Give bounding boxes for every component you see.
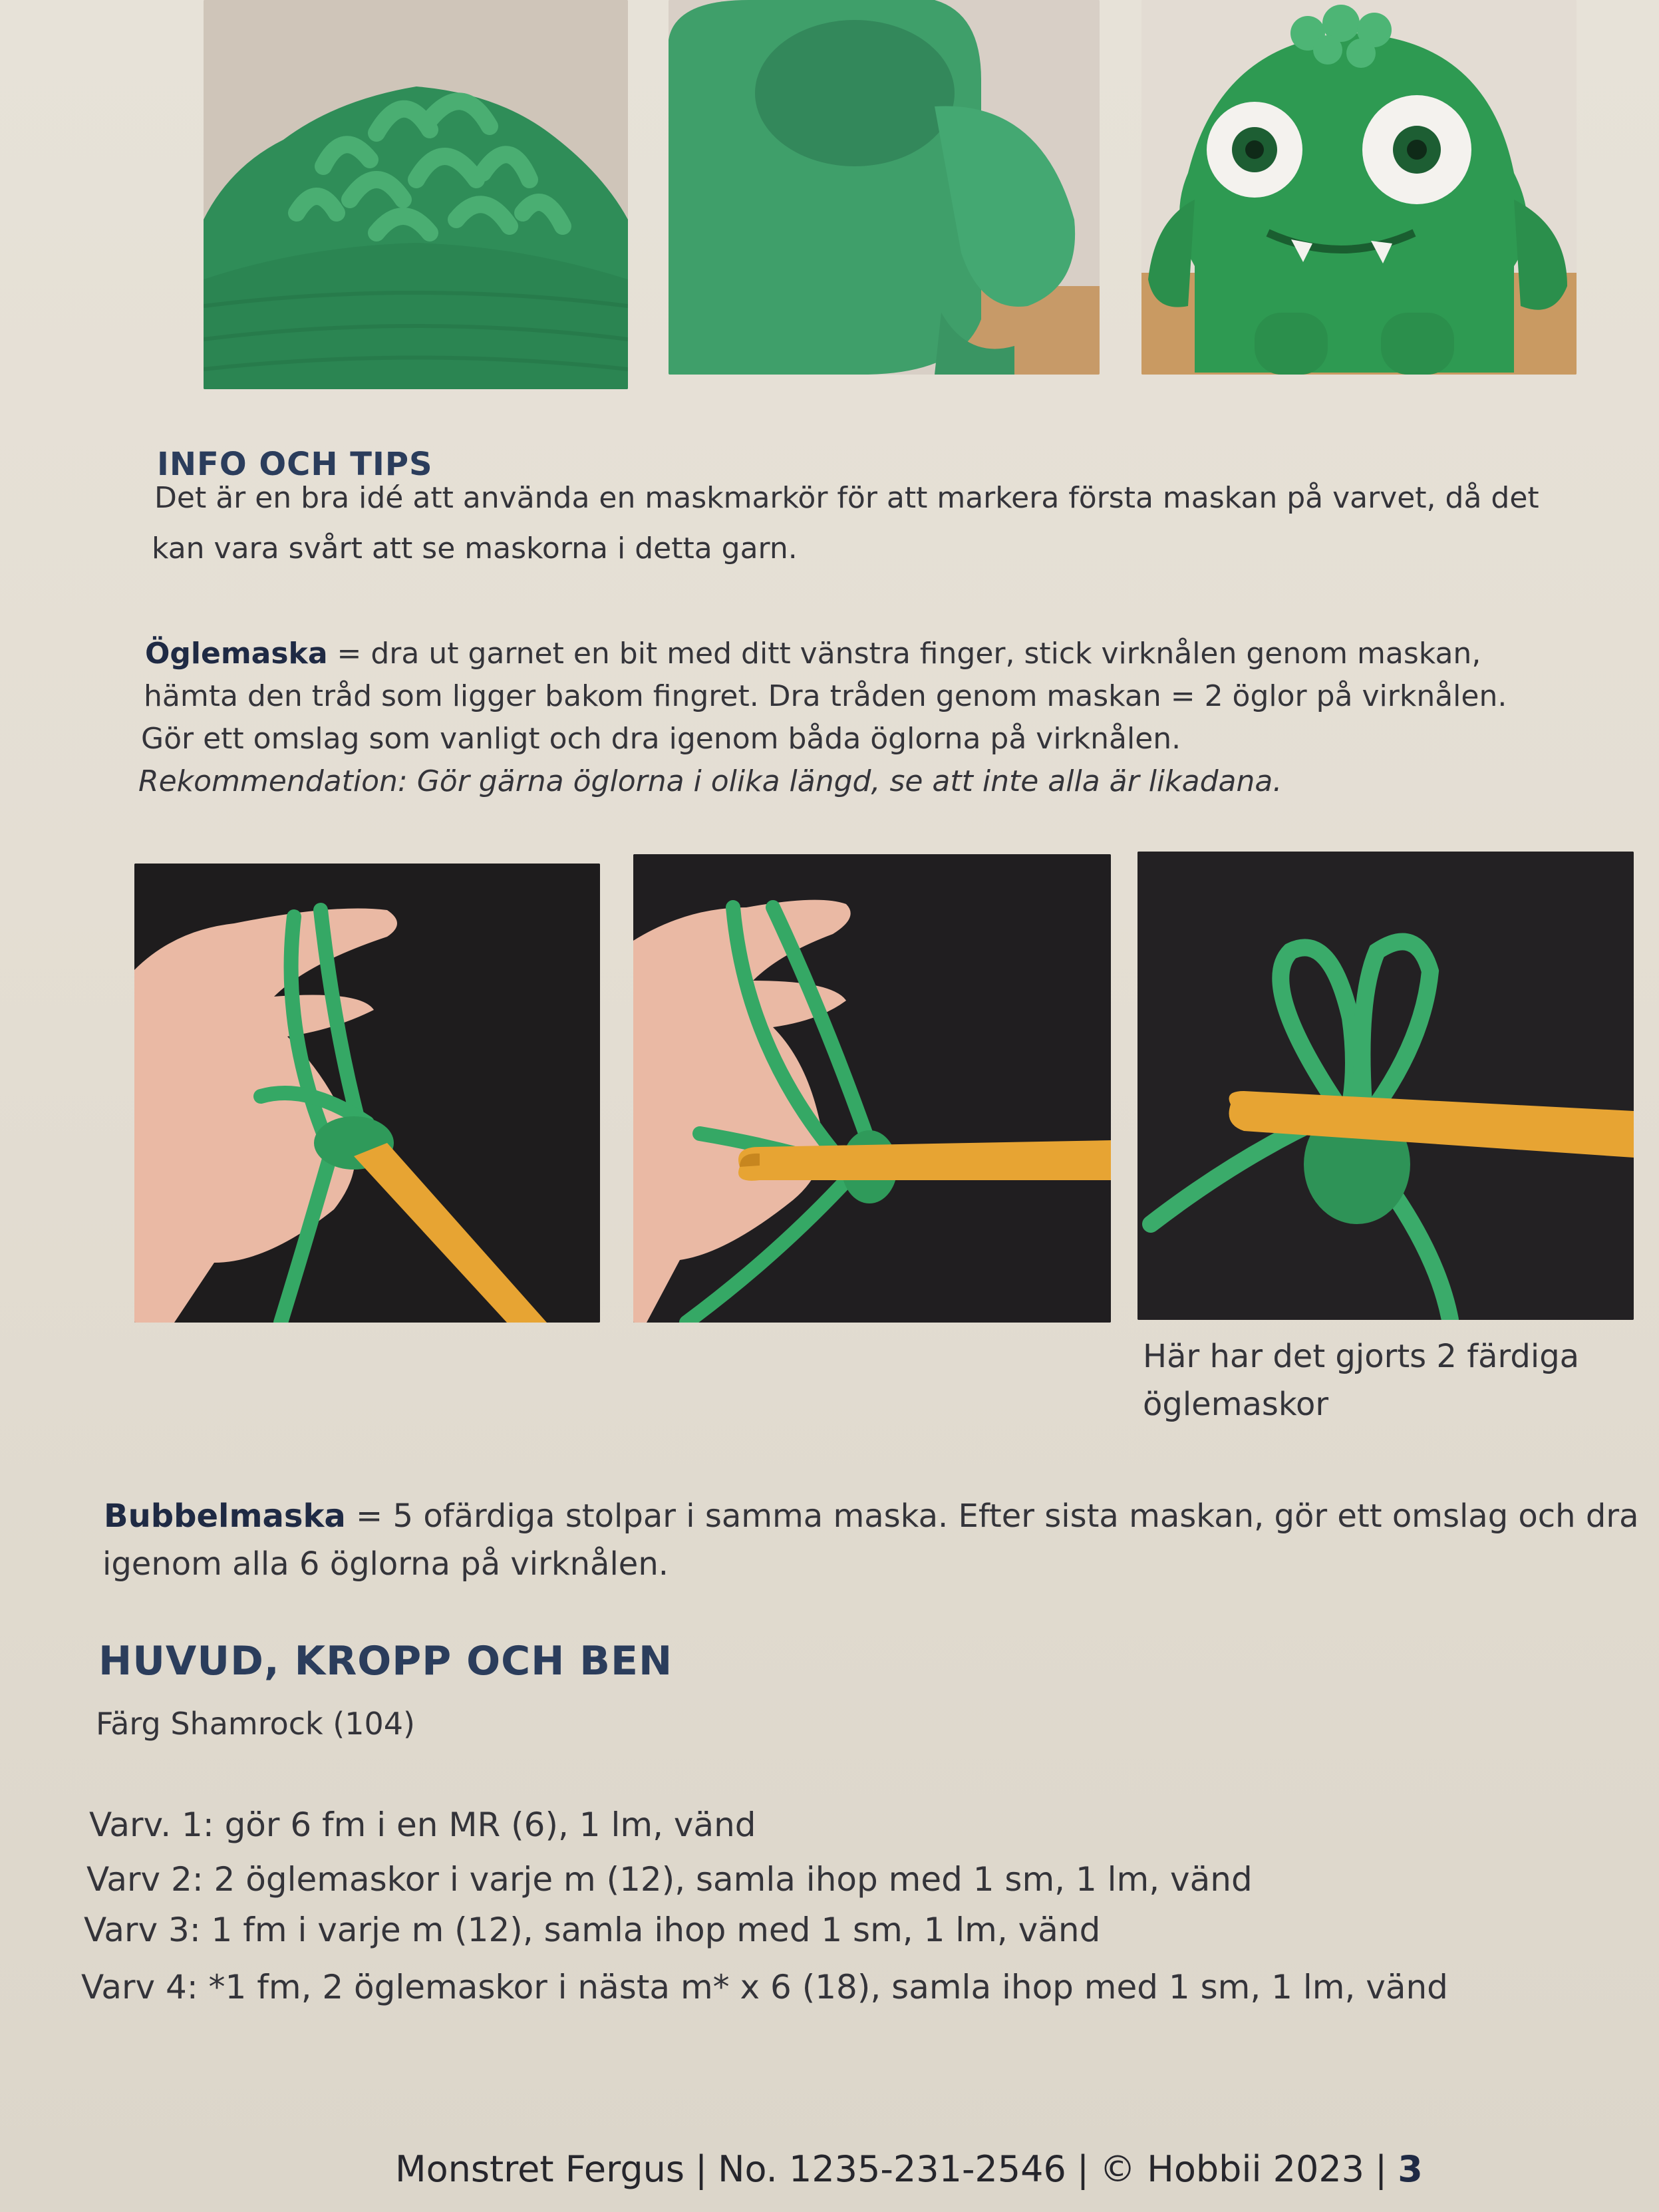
bubbelmaska-definition-line: igenom alla 6 öglorna på virknålen. <box>102 1545 669 1583</box>
bubbelmaska-definition-line <box>104 1493 1638 1539</box>
oglemaska-definition-line: Gör ett omslag som vanligt och dra igenom båda öglorna på virknålen. <box>141 722 1181 756</box>
bubbelmaska-term: Bubbelmaska <box>104 1498 346 1535</box>
pattern-row: Varv. 1: gör 6 fm i en MR (6), 1 lm, vänd <box>89 1806 756 1844</box>
footer-copyright: © Hobbii 2023 <box>1100 2148 1365 2190</box>
footer-separator: | <box>694 2148 708 2190</box>
oglemaska-definition-line <box>145 631 1481 677</box>
photo-caption-line: Här har det gjorts 2 färdiga <box>1143 1338 1580 1375</box>
photo-loop-stitch-closeup <box>204 0 628 389</box>
oglemaska-definition-text: = dra ut garnet en bit med ditt vänstra finger, stick virknålen genom maskan, <box>327 637 1481 671</box>
section-heading: HUVUD, KROPP OCH BEN <box>98 1638 673 1684</box>
pattern-row: Varv 2: 2 öglemaskor i varje m (12), samla ihop med 1 sm, 1 lm, vänd <box>86 1860 1253 1899</box>
pattern-row: Varv 4: *1 fm, 2 öglemaskor i nästa m* x 6 (18), samla ihop med 1 sm, 1 lm, vänd <box>81 1968 1448 2006</box>
info-heading: INFO OCH TIPS <box>157 446 433 483</box>
footer-title: Monstret Fergus <box>395 2148 684 2190</box>
bubbelmaska-definition-text: = 5 ofärdiga stolpar i samma maska. Efter sista maskan, gör ett omslag och dra <box>345 1498 1639 1535</box>
info-paragraph-line: Det är en bra idé att använda en maskmarkör för att markera första maskan på varvet, då det <box>154 481 1539 515</box>
footer-separator: | <box>1375 2148 1388 2190</box>
footer-separator: | <box>1076 2148 1090 2190</box>
pattern-row: Varv 3: 1 fm i varje m (12), samla ihop med 1 sm, 1 lm, vänd <box>84 1911 1101 1949</box>
info-paragraph-line: kan vara svårt att se maskorna i detta garn. <box>152 532 798 565</box>
photo-step-hook-through <box>633 854 1111 1323</box>
photo-caption-line: öglemaskor <box>1143 1386 1329 1423</box>
footer-number: No. 1235-231-2546 <box>718 2148 1066 2190</box>
yarn-color-line: Färg Shamrock (104) <box>96 1706 415 1742</box>
page-footer <box>395 2146 1423 2193</box>
page-number: 3 <box>1398 2148 1423 2190</box>
photo-monster-back <box>669 0 1100 375</box>
oglemaska-recommendation: Rekommendation: Gör gärna öglorna i olika längd, se att inte alla är likadana. <box>138 764 1282 798</box>
oglemaska-term: Öglemaska <box>145 637 328 671</box>
photo-monster-front <box>1141 0 1577 375</box>
photo-finished-loop-stitches <box>1137 852 1634 1320</box>
photo-step-hand-loop <box>134 864 600 1323</box>
oglemaska-definition-line: hämta den tråd som ligger bakom fingret. Dra tråden genom maskan = 2 öglor på virknålen. <box>144 679 1507 713</box>
